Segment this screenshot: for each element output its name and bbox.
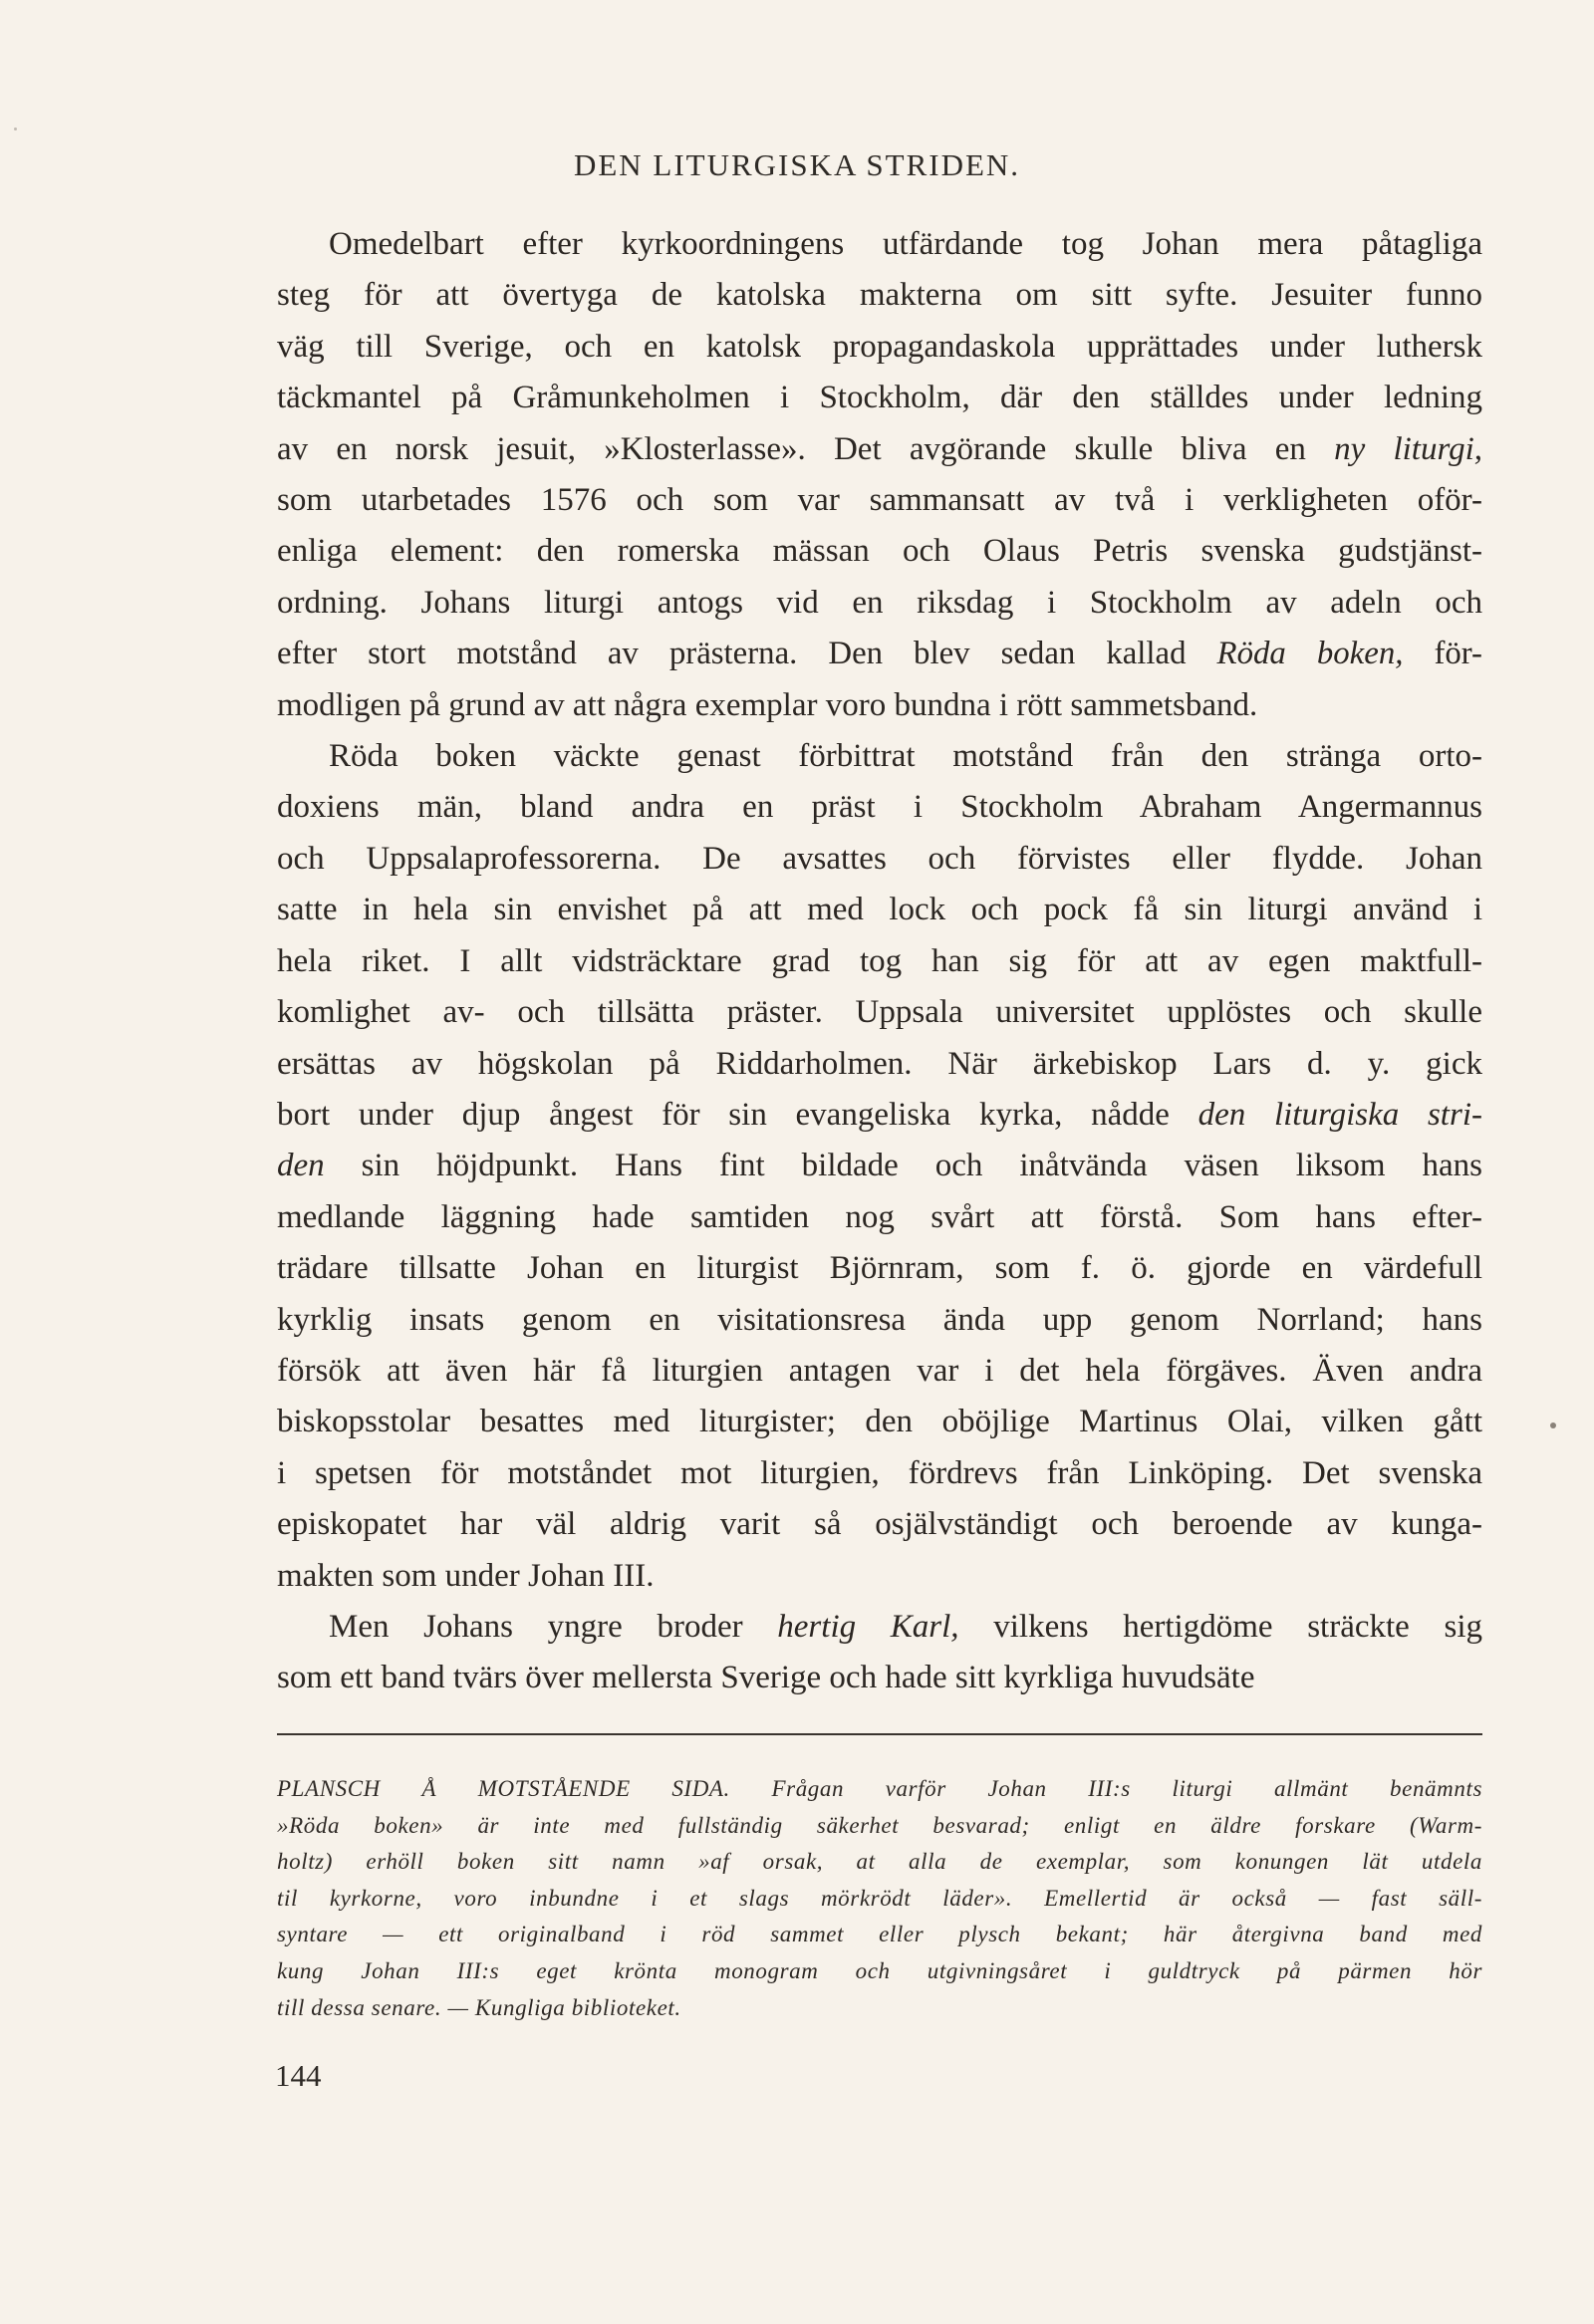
italic-text-fragment: hertig Karl, <box>777 1608 959 1645</box>
text-fragment: steg för att övertyga de katolska makterna om sitt syfte. Jesuiter funno <box>277 277 1482 314</box>
text-fragment: doxiens män, bland andra en präst i Stockholm Abraham Angermannus <box>277 789 1482 826</box>
body-text-line <box>277 219 1482 270</box>
footnote-line: til kyrkorne, voro inbundne i et slags mörkrödt läder». Emellertid är också — fast säll- <box>277 1885 1482 1911</box>
body-text-line <box>277 424 1482 475</box>
body-text-line <box>277 1243 1482 1294</box>
body-text-line <box>277 1090 1482 1141</box>
footnote-rule <box>277 1733 1482 1735</box>
body-text-line <box>277 1192 1482 1243</box>
footnote-line: holtz) erhöll boken sitt namn »af orsak, at alla de exemplar, som konungen lät utdela <box>277 1849 1482 1875</box>
body-text-line <box>277 373 1482 423</box>
body-text-line <box>277 270 1482 321</box>
text-fragment: ersättas av högskolan på Riddarholmen. När ärkebiskop Lars d. y. gick <box>277 1045 1482 1082</box>
text-fragment: Men Johans yngre broder <box>329 1608 778 1645</box>
text-fragment: Omedelbart efter kyrkoordningens utfärdande tog Johan mera påtagliga <box>329 226 1482 262</box>
text-fragment: efter stort motstånd av prästerna. Den blev sedan kallad <box>277 636 1217 672</box>
text-fragment: satte in hela sin envishet på att med lock och pock få sin liturgi använd i <box>277 892 1482 928</box>
italic-text-fragment: den liturgiska stri- <box>1197 1096 1482 1133</box>
text-fragment: trädare tillsatte Johan en liturgist Björnram, som f. ö. gjorde en värdefull <box>277 1250 1482 1287</box>
text-fragment: kyrklig insats genom en visitationsresa ända upp genom Norrland; hans <box>277 1301 1482 1338</box>
paper-speck <box>1550 1422 1556 1428</box>
body-text-line <box>277 1039 1482 1090</box>
text-fragment: hela riket. I allt vidsträcktare grad tog han sig för att av egen maktfull- <box>277 942 1482 979</box>
text-fragment: försök att även här få liturgien antagen var i det hela förgäves. Även andra <box>277 1352 1482 1389</box>
text-fragment: som utarbetades 1576 och som var sammansatt av två i verkligheten oför- <box>277 482 1482 519</box>
footnote-line: till dessa senare. — Kungliga biblioteket. <box>277 1994 681 2020</box>
text-fragment: enliga element: den romerska mässan och Olaus Petris svenska gudstjänst- <box>277 533 1482 570</box>
text-fragment: modligen på grund av att några exemplar voro bundna i rött sammetsband. <box>277 686 1258 723</box>
body-text-line <box>277 987 1482 1038</box>
text-fragment: för- <box>1403 636 1482 672</box>
paper-speck <box>14 128 17 130</box>
text-fragment: av en norsk jesuit, »Klosterlasse». Det avgörande skulle bliva en <box>277 430 1335 467</box>
footnote-line: »Röda boken» är inte med fullständig säkerhet besvarad; enligt en äldre forskare (Warm- <box>277 1812 1482 1838</box>
footnote-line: syntare — ett originalband i röd sammet eller plysch bekant; här återgivna band med <box>277 1922 1482 1947</box>
body-text-line <box>277 936 1482 987</box>
body-text-line <box>277 834 1482 885</box>
text-fragment: väg till Sverige, och en katolsk propagandaskola upprättades under luthersk <box>277 328 1482 365</box>
body-text-line <box>277 885 1482 935</box>
body-text-line <box>277 629 1482 679</box>
text-fragment: episkopatet har väl aldrig varit så osjälvständigt och beroende av kunga- <box>277 1506 1482 1543</box>
body-text-line <box>277 322 1482 373</box>
body-text-line <box>277 1346 1482 1397</box>
body-text-line <box>277 1397 1482 1447</box>
body-text-line <box>277 1602 1482 1653</box>
text-fragment: Röda boken väckte genast förbittrat motstånd från den stränga orto- <box>329 738 1482 775</box>
body-text-line <box>277 1653 1482 1703</box>
italic-text-fragment: ny liturgi, <box>1334 430 1482 467</box>
italic-text-fragment: den <box>277 1148 325 1184</box>
text-fragment: som ett band tvärs över mellersta Sverige och hade sitt kyrkliga huvudsäte <box>277 1660 1255 1696</box>
body-text-line <box>277 680 1482 731</box>
text-fragment: komlighet av- och tillsätta präster. Uppsala universitet upplöstes och skulle <box>277 994 1482 1031</box>
body-text-line <box>277 1551 1482 1602</box>
body-text-line <box>277 1295 1482 1346</box>
text-fragment: makten som under Johan III. <box>277 1557 655 1594</box>
body-text-line <box>277 475 1482 526</box>
plate-caption-footnote <box>277 1771 1482 2026</box>
text-fragment: medlande läggning hade samtiden nog svårt att förstå. Som hans efter- <box>277 1198 1482 1235</box>
body-text-line <box>277 1141 1482 1191</box>
text-fragment: sin höjdpunkt. Hans fint bildade och inåtvända väsen liksom hans <box>324 1148 1482 1184</box>
text-fragment: täckmantel på Gråmunkeholmen i Stockholm, där den ställdes under ledning <box>277 380 1482 416</box>
body-text-line <box>277 1448 1482 1499</box>
text-fragment: i spetsen för motståndet mot liturgien, fördrevs från Linköping. Det svenska <box>277 1454 1482 1491</box>
body-text-line <box>277 1499 1482 1550</box>
text-fragment: vilkens hertigdöme sträckte sig <box>958 1608 1482 1645</box>
body-text <box>277 219 1482 1704</box>
text-fragment: bort under djup ångest för sin evangeliska kyrka, nådde <box>277 1096 1198 1133</box>
body-text-line <box>277 578 1482 629</box>
body-text-line <box>277 526 1482 577</box>
footnote-line: kung Johan III:s eget krönta monogram och utgivningsåret i guldtryck på pärmen hör <box>277 1957 1482 1983</box>
page-number: 144 <box>275 2058 322 2093</box>
text-fragment: ordning. Johans liturgi antogs vid en riksdag i Stockholm av adeln och <box>277 584 1482 621</box>
text-fragment: biskopsstolar besattes med liturgister; den oböjlige Martinus Olai, vilken gått <box>277 1404 1482 1440</box>
running-head: DEN LITURGISKA STRIDEN. <box>573 147 1021 182</box>
body-text-line <box>277 731 1482 782</box>
italic-text-fragment: Röda boken, <box>1216 636 1404 672</box>
text-fragment: och Uppsalaprofessorerna. De avsattes och förvistes eller flydde. Johan <box>277 840 1482 877</box>
body-text-line <box>277 782 1482 833</box>
footnote-line: PLANSCH Å MOTSTÅENDE SIDA. Frågan varför Johan III:s liturgi allmänt benämnts <box>277 1776 1482 1801</box>
